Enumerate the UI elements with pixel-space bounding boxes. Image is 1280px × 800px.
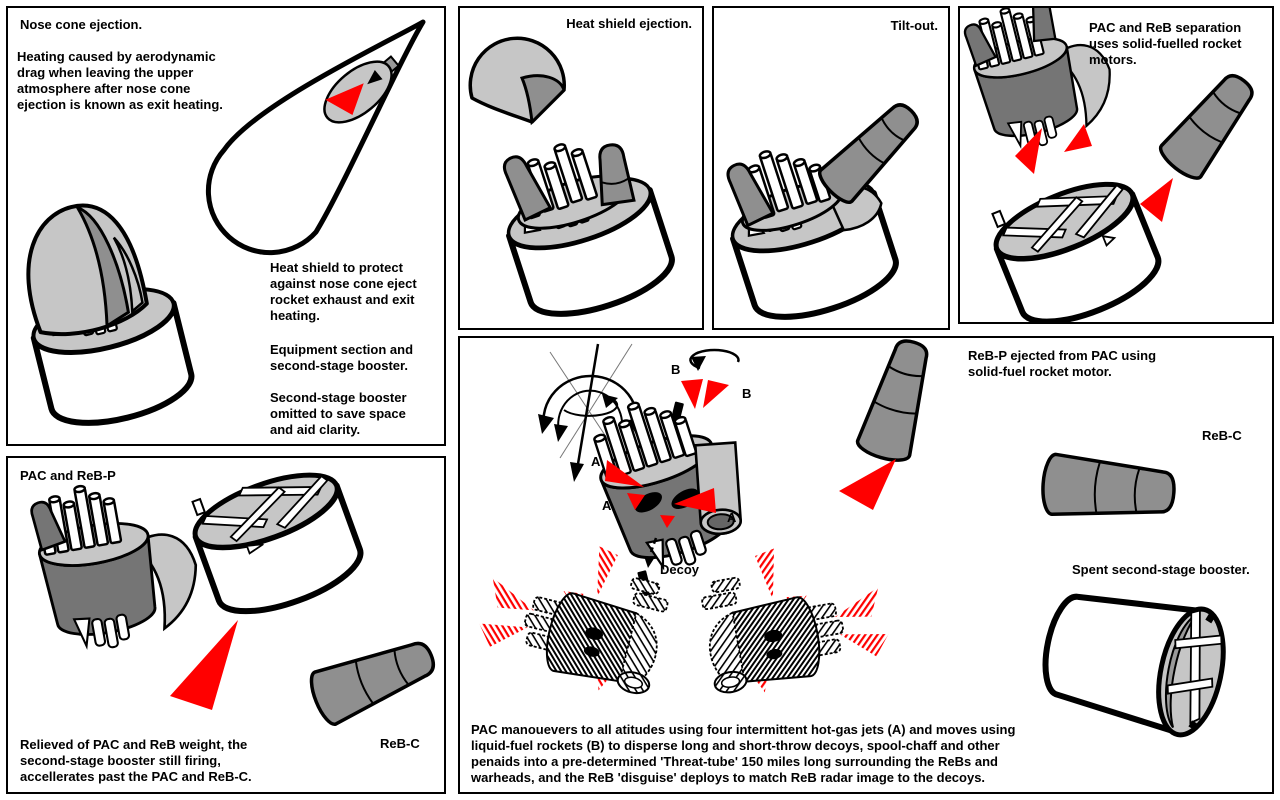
separation-flame	[1064, 124, 1092, 152]
exit-heating-note: Heating caused by aerodynamic drag when leaving the upper atmosphere after nose cone ejection is known as exit heating.	[17, 49, 223, 112]
hatched-pac-right	[693, 532, 895, 701]
decoy-label: Decoy	[660, 562, 700, 577]
rim-fitting	[992, 211, 1005, 227]
b-label: B	[671, 362, 681, 377]
b-rocket-flame	[703, 380, 729, 408]
a-label: A	[602, 498, 612, 513]
pac-cluster	[24, 469, 207, 658]
spent-booster	[1035, 579, 1234, 741]
a-label: A	[591, 454, 601, 469]
panel-heat-shield-ejection	[458, 6, 704, 330]
uncovered-stage	[486, 118, 680, 328]
heat-shield-note: Heat shield to protect against nose cone eject rocket exhaust and exit heating.	[270, 260, 417, 323]
panel-threat-tube	[458, 336, 1274, 794]
reb-c-label: ReB-C	[380, 736, 420, 751]
panel-title: Heat shield ejection.	[566, 16, 692, 31]
equipment-note: Equipment section and second-stage booster.	[270, 342, 414, 373]
reb-c-cone	[306, 629, 442, 727]
threat-tube-note: PAC manouevers to all atitudes using four intermittent hot-gas jets (A) and moves using liquid-fuel rockets (B) to disperse long and short-throw decoys, spool-chaff and other penaids into a pre-determined 'Threat-tube' 150 miles long surrounding the ReBs and warheads, and the ReB 'disguise' deploys to match ReB radar image to the decoys.	[471, 722, 1016, 785]
rim-fitting	[193, 499, 205, 515]
booster-flame	[170, 620, 238, 710]
panel-title: Tilt-out.	[890, 18, 938, 33]
hatched-flame	[474, 616, 527, 655]
panel-nose-cone-ejection	[6, 6, 446, 446]
roll-arrow	[690, 350, 738, 371]
b-label: B	[742, 386, 752, 401]
panel-title: PAC and ReB-P	[20, 468, 116, 483]
booster-omitted-note: Second-stage booster omitted to save space and aid clarity.	[270, 390, 407, 437]
panel-pac-reb-separation	[958, 6, 1274, 324]
panel-tilt-out	[712, 6, 950, 330]
a-label: A	[727, 510, 737, 525]
reb-cone-stowed-right	[1030, 8, 1056, 41]
tilt-out-illustration	[714, 8, 948, 328]
equipment-section	[184, 458, 369, 626]
hatched-flame	[840, 626, 892, 662]
heat-shield-ejection-illustration	[460, 8, 702, 328]
panel-title: PAC and ReB separation uses solid-fuelled rocket motors.	[1089, 20, 1242, 67]
reb-c-label: ReB-C	[1202, 428, 1242, 443]
panel-title: Nose cone ejection.	[20, 17, 143, 32]
equipment-section	[984, 163, 1168, 322]
reb-p-note: ReB-P ejected from PAC using solid-fuel rocket motor.	[968, 348, 1157, 379]
ejection-flame	[839, 459, 896, 510]
separation-flame	[1140, 178, 1173, 222]
panel-pac-and-reb-p	[6, 456, 446, 794]
second-stage-with-heat-shield	[8, 189, 198, 435]
reb-c-cone	[1041, 454, 1176, 523]
hatched-flame	[587, 546, 619, 599]
ejected-heat-shield	[470, 38, 564, 122]
spent-booster-label: Spent second-stage booster.	[1072, 562, 1250, 577]
b-rocket-flame	[681, 379, 703, 409]
acceleration-note: Relieved of PAC and ReB weight, the second-stage booster still firing, accellerates past the PAC and ReB-C.	[20, 737, 252, 784]
reb-p-cone	[855, 338, 940, 465]
hatched-flame	[754, 549, 782, 602]
reb-cone-flying	[1156, 65, 1264, 183]
hatched-flame	[831, 587, 883, 623]
down-arrow-icon	[644, 556, 655, 568]
hatched-flame	[486, 577, 539, 616]
